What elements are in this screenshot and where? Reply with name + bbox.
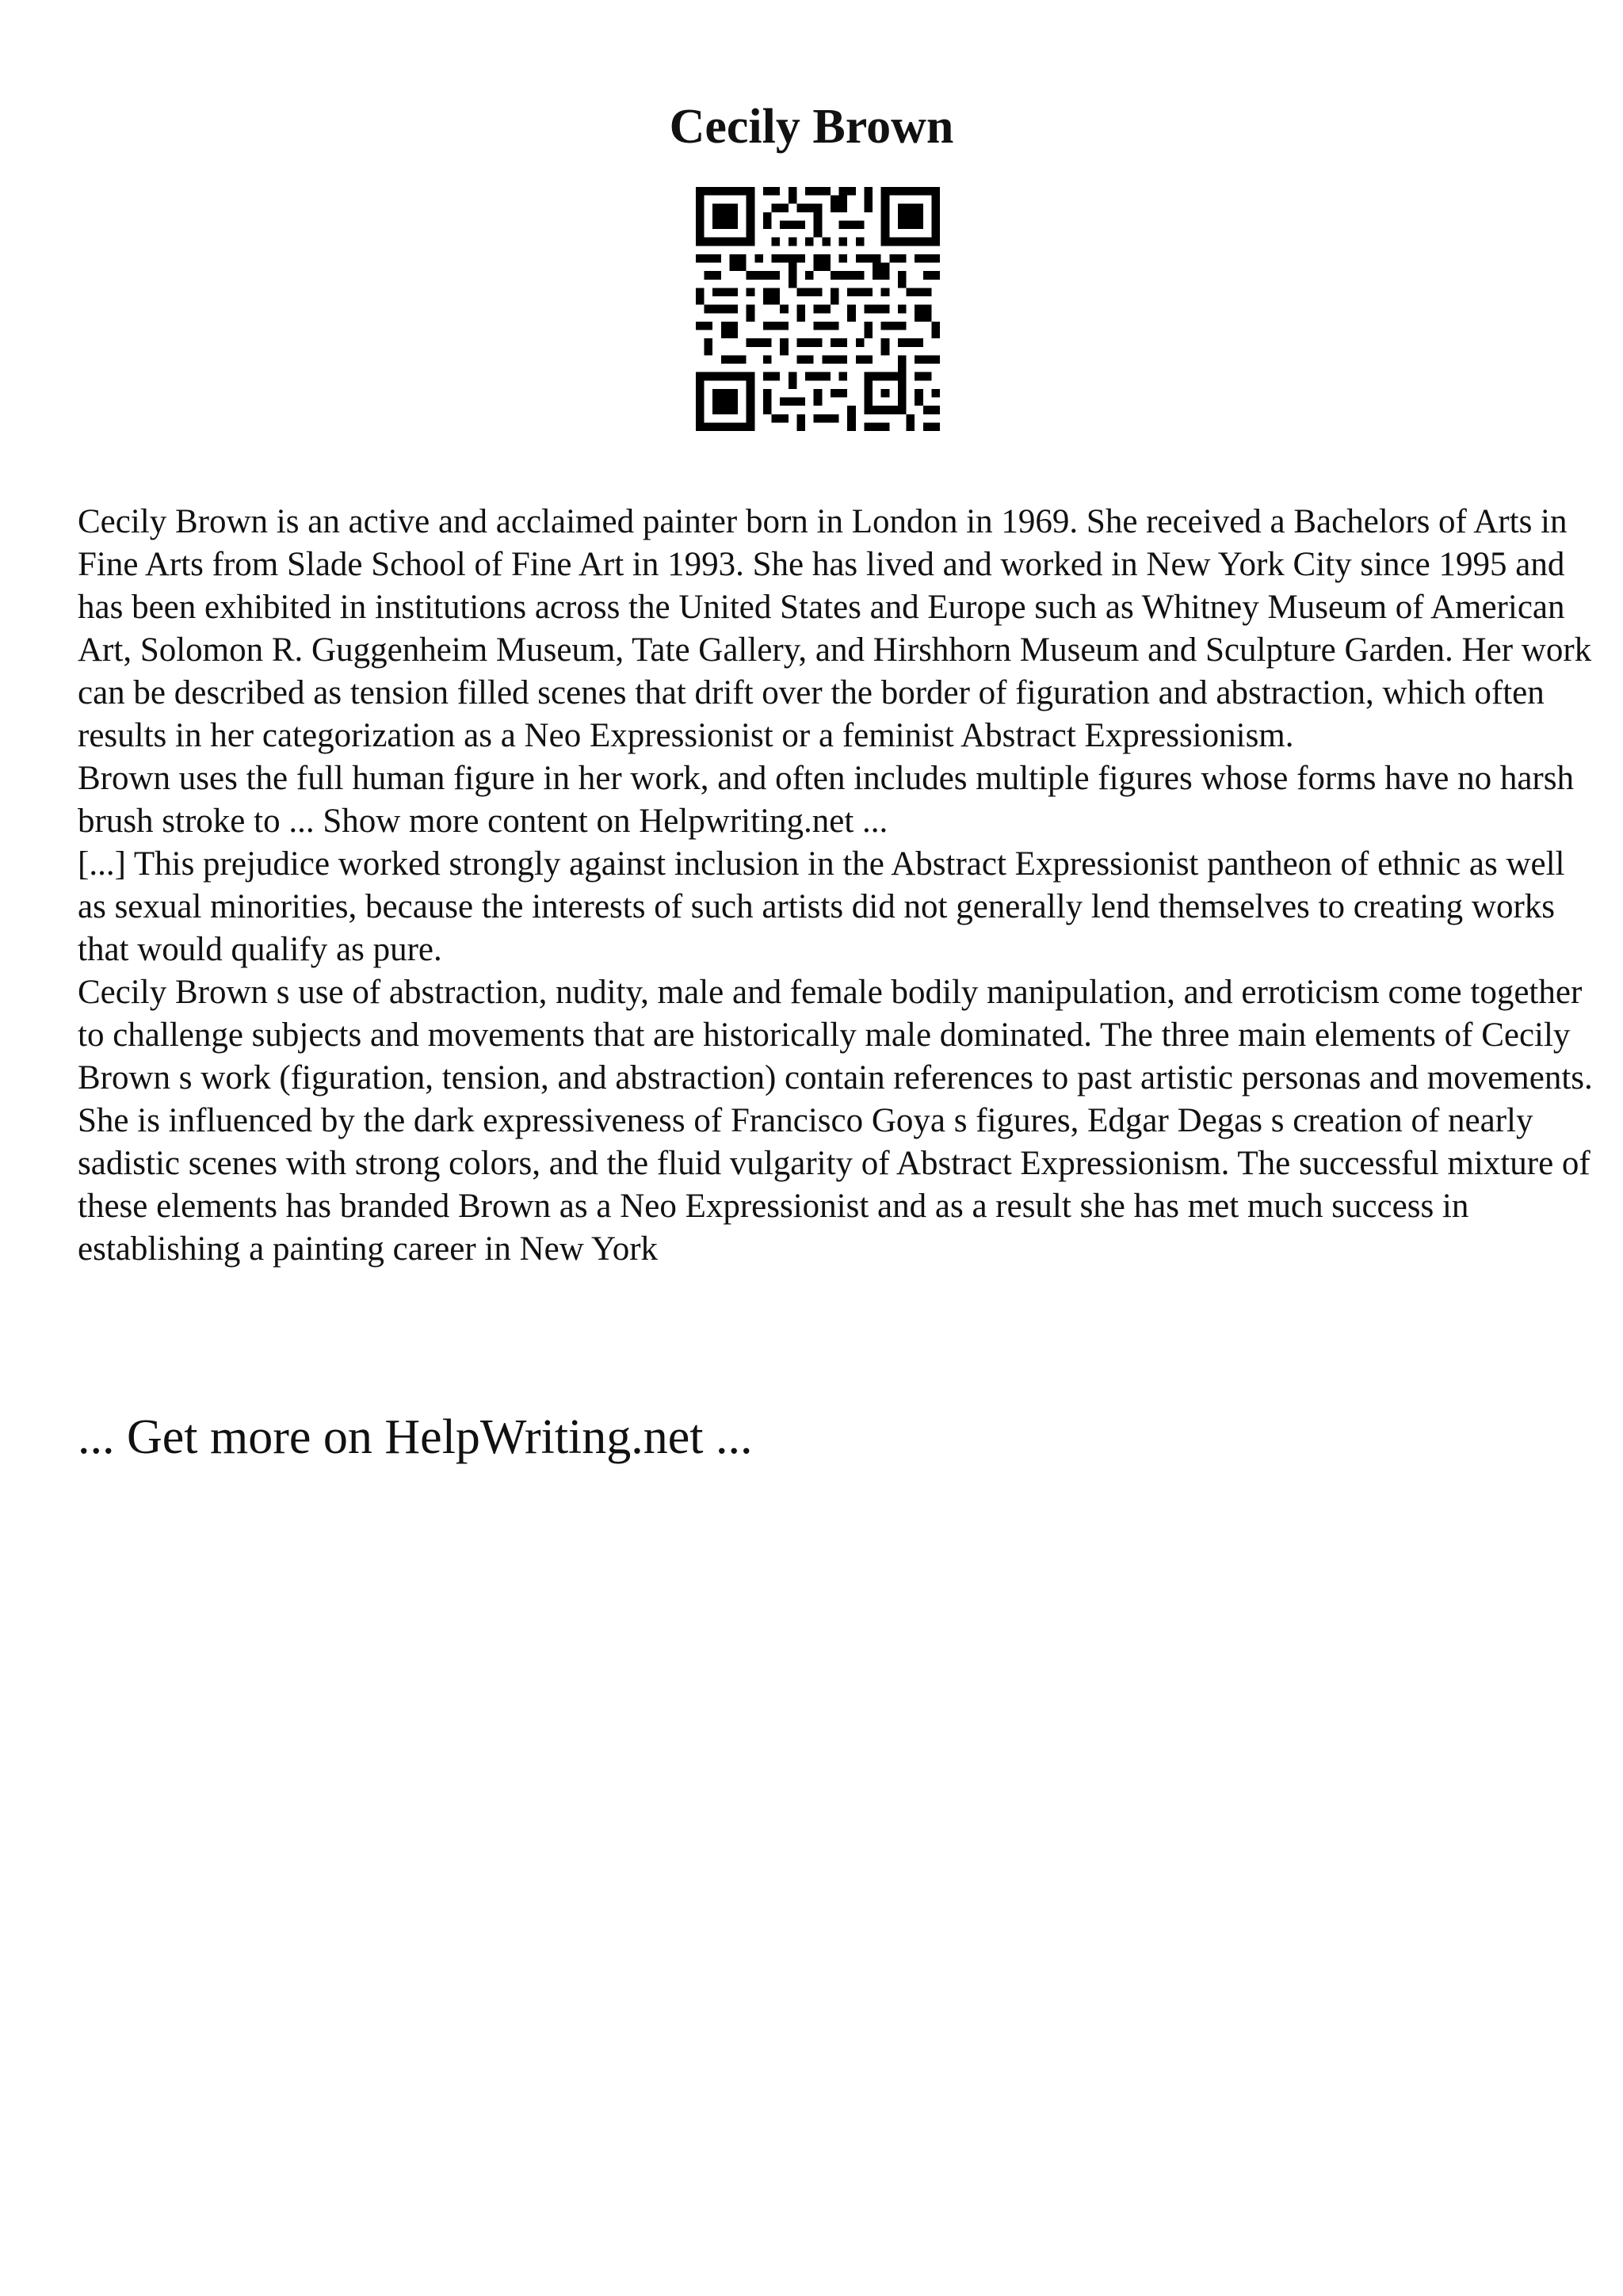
paragraph-prejudice: [...] This prejudice worked strongly against inclusion in the Abstract Expressionist pantheon of ethnic as well as sexual minorities, because the interests of such artists did not generally lend themselves to creating works that would qualify as pure.: [78, 845, 1565, 968]
qr-code-graphic: [696, 187, 940, 431]
article-body: [78, 501, 1599, 1271]
get-more-link[interactable]: ... Get more on HelpWriting.net ...: [78, 1410, 753, 1464]
paragraph-figures: Brown uses the full human figure in her work, and often includes multiple figures whose forms have no harsh brush stroke to ... Show more content on Helpwriting.net ...: [78, 760, 1574, 840]
document-title: Cecily Brown: [669, 100, 954, 154]
paragraph-intro: Cecily Brown is an active and acclaimed painter born in London in 1969. She received a Bachelors of Arts in Fine Arts from Slade School of Fine Art in 1993. She has lived and worked in New York City since 1995 and has been exhibited in institutions across the United States and Europe such as Whitney Museum of American Art, Solomon R. Guggenheim Museum, Tate Gallery, and Hirshhorn Museum and Sculpture Garden. Her work can be described as tension filled scenes that drift over the border of figuration and abstraction, which often results in her categorization as a Neo Expressionist or a feminist Abstract Expressionism.: [78, 503, 1592, 754]
paragraph-elements: Cecily Brown s use of abstraction, nudity, male and female bodily manipulation, and erroticism come together to challenge subjects and movements that are historically male dominated. The three main elements of Cecily Brown s work (figuration, tension, and abstraction) contain references to past artistic personas and movements. She is influenced by the dark expressiveness of Francisco Goya s figures, Edgar Degas s creation of nearly sadistic scenes with strong colors, and the fluid vulgarity of Abstract Expressionism. The successful mixture of these elements has branded Brown as a Neo Expressionist and as a result she has met much success in establishing a painting career in New York: [78, 974, 1593, 1268]
qr-code-icon: [696, 187, 940, 431]
